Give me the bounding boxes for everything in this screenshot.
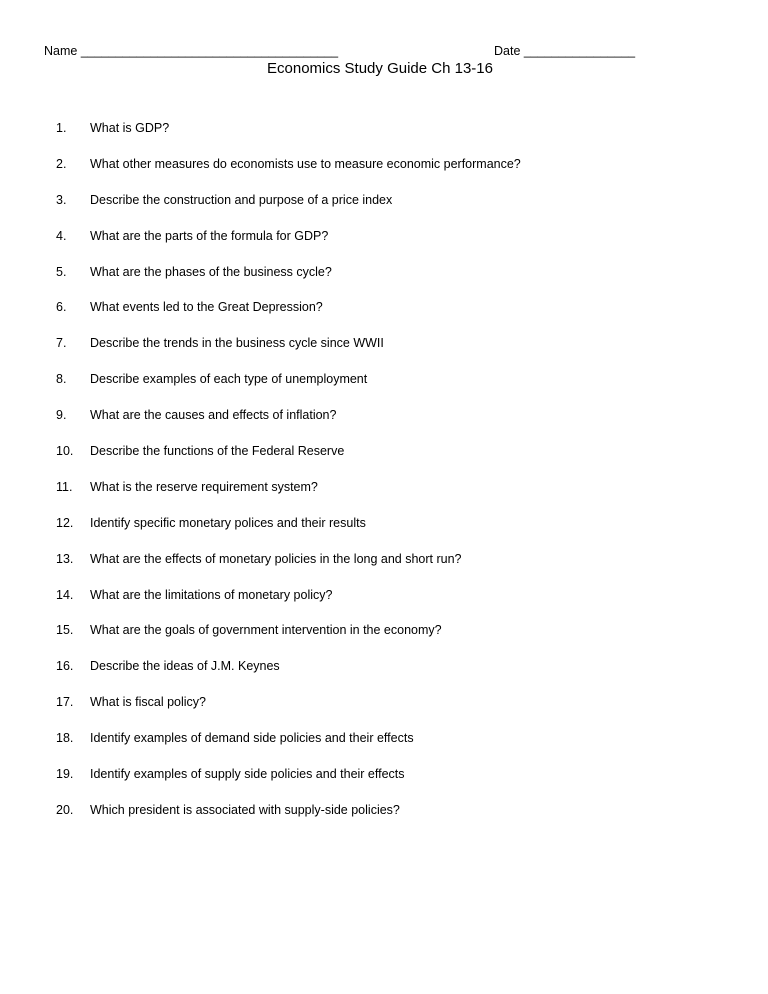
question-number: 6. — [56, 300, 67, 315]
question-item — [56, 622, 521, 658]
question-text: Which president is associated with supply-side policies? — [90, 802, 400, 817]
question-number: 18. — [56, 731, 74, 746]
question-item — [56, 587, 521, 623]
question-text: What are the effects of monetary policies in the long and short run? — [90, 551, 462, 566]
question-number: 20. — [56, 802, 74, 817]
question-item — [56, 479, 521, 515]
question-item — [56, 802, 521, 838]
question-text: What is the reserve requirement system? — [90, 479, 318, 494]
question-item — [56, 515, 521, 551]
question-item — [56, 120, 521, 156]
date-field: Date ________________ — [494, 44, 636, 58]
question-number: 11. — [56, 479, 73, 494]
question-item — [56, 335, 521, 371]
question-number: 9. — [56, 408, 67, 423]
question-text: What events led to the Great Depression? — [90, 300, 323, 315]
question-text: What other measures do economists use to measure economic performance? — [90, 156, 521, 171]
question-number: 4. — [56, 228, 67, 243]
question-number: 8. — [56, 372, 67, 387]
question-text: What are the parts of the formula for GDP? — [90, 228, 329, 243]
question-number: 13. — [56, 551, 74, 566]
question-item — [56, 443, 521, 479]
question-number: 3. — [56, 192, 67, 207]
question-item — [56, 228, 521, 264]
question-number: 2. — [56, 156, 67, 171]
question-item — [56, 156, 521, 192]
question-number: 10. — [56, 444, 74, 459]
question-item — [56, 658, 521, 694]
question-number: 12. — [56, 515, 74, 530]
question-text: Describe the trends in the business cycle since WWII — [90, 336, 384, 351]
question-item — [56, 371, 521, 407]
page-title: Economics Study Guide Ch 13-16 — [267, 60, 493, 77]
question-text: Describe the construction and purpose of a price index — [90, 192, 393, 207]
question-text: What are the limitations of monetary policy? — [90, 587, 333, 602]
question-text: Identify specific monetary polices and their results — [90, 515, 366, 530]
question-text: Describe examples of each type of unemployment — [90, 372, 368, 387]
question-text: Identify examples of demand side policies and their effects — [90, 731, 414, 746]
question-number: 14. — [56, 587, 74, 602]
question-number: 16. — [56, 659, 74, 674]
question-text: Identify examples of supply side policies and their effects — [90, 767, 405, 782]
question-item — [56, 730, 521, 766]
question-item — [56, 264, 521, 300]
question-text: What is GDP? — [90, 121, 170, 135]
question-text: What are the goals of government intervention in the economy? — [90, 623, 442, 638]
question-number: 17. — [56, 695, 74, 710]
question-number: 5. — [56, 264, 67, 279]
question-text: What is fiscal policy? — [90, 695, 207, 710]
question-number: 1. — [56, 121, 67, 135]
question-number: 19. — [56, 767, 74, 782]
question-item — [56, 192, 521, 228]
question-list — [56, 120, 521, 838]
question-number: 7. — [56, 336, 67, 351]
question-item — [56, 694, 521, 730]
question-text: What are the phases of the business cycle? — [90, 264, 332, 279]
question-text: Describe the functions of the Federal Reserve — [90, 444, 345, 459]
question-item — [56, 407, 521, 443]
question-text: Describe the ideas of J.M. Keynes — [90, 659, 280, 674]
question-text: What are the causes and effects of inflation? — [90, 408, 337, 423]
question-item — [56, 551, 521, 587]
question-item — [56, 766, 521, 802]
question-item — [56, 299, 521, 335]
question-number: 15. — [56, 623, 74, 638]
name-field: Name _____________________________________ — [44, 44, 339, 58]
